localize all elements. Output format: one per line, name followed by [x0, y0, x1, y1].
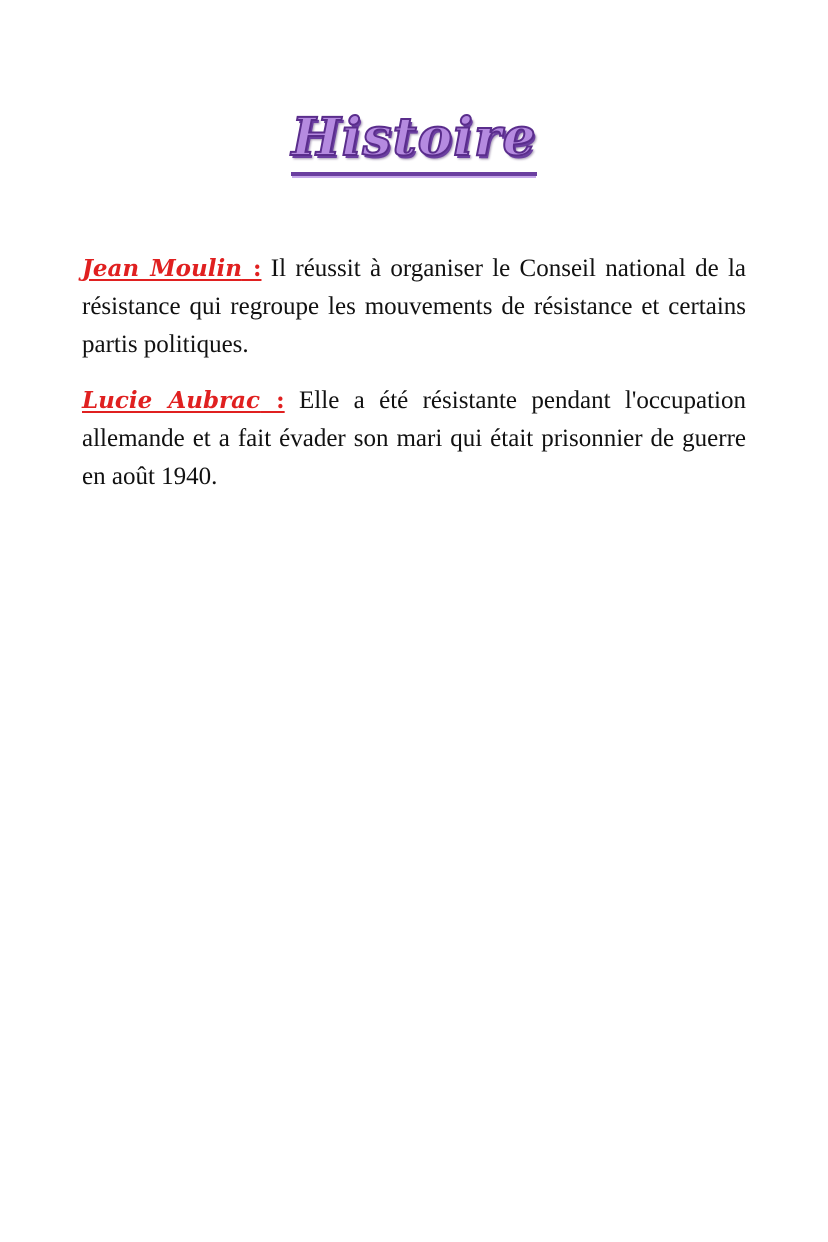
entry-name: Lucie Aubrac: [82, 387, 261, 414]
entry-text: Il réussit à organiser le Conseil national de la résistance qui regroupe les mouvements de résistance et certains partis politiques.: [82, 255, 747, 358]
document-body: [82, 250, 746, 514]
page-title: Histoire: [291, 108, 536, 176]
entry-name: Jean Moulin: [82, 255, 242, 282]
entry-separator: :: [260, 387, 285, 414]
entry-lucie-aubrac: [82, 382, 746, 496]
entry-separator: :: [241, 255, 262, 282]
entry-jean-moulin: [82, 250, 746, 364]
entry-text: Elle a été résistante pendant l'occupation allemande et a fait évader son mari qui était prisonnier de guerre en août 1940.: [82, 387, 746, 490]
title-container: [0, 108, 828, 176]
